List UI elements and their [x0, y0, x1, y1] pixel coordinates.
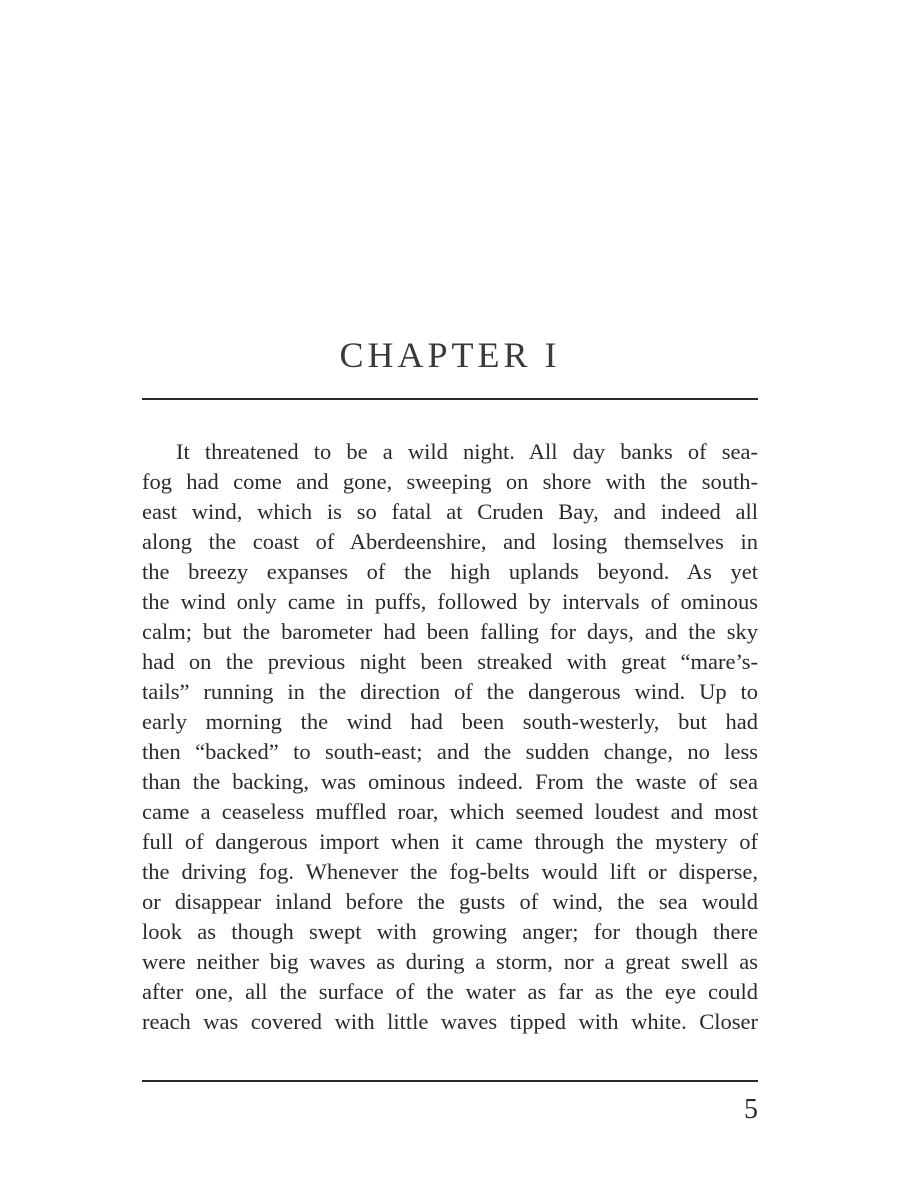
text-line: tails” running in the direction of the dangerous wind. Up to [142, 679, 758, 704]
text-line: the breezy expanses of the high uplands beyond. As yet [142, 559, 758, 584]
text-line: It threatened to be a wild night. All day banks of sea- [176, 439, 758, 464]
text-line: early morning the wind had been south-westerly, but had [142, 709, 758, 734]
text-line: calm; but the barometer had been falling for days, and the sky [142, 619, 758, 644]
text-line: the wind only came in puffs, followed by intervals of ominous [142, 589, 758, 614]
text-line: had on the previous night been streaked with great “mare’s- [142, 649, 758, 674]
text-line: fog had come and gone, sweeping on shore with the south- [142, 469, 758, 494]
text-line: or disappear inland before the gusts of wind, the sea would [142, 889, 758, 914]
page-number: 5 [744, 1094, 758, 1125]
text-line: east wind, which is so fatal at Cruden Bay, and indeed all [142, 499, 758, 524]
text-line: full of dangerous import when it came through the mystery of [142, 829, 758, 854]
chapter-body-text [142, 437, 758, 1037]
text-line: reach was covered with little waves tipped with white. Closer [142, 1009, 758, 1034]
text-line: then “backed” to south-east; and the sudden change, no less [142, 739, 758, 764]
top-divider [142, 398, 758, 400]
text-line: along the coast of Aberdeenshire, and losing themselves in [142, 529, 758, 554]
text-line: than the backing, was ominous indeed. From the waste of sea [142, 769, 758, 794]
text-line: after one, all the surface of the water as far as the eye could [142, 979, 758, 1004]
text-line: look as though swept with growing anger; for though there [142, 919, 758, 944]
chapter-heading: CHAPTER I [339, 335, 561, 375]
text-line: were neither big waves as during a storm, nor a great swell as [142, 949, 758, 974]
text-line: came a ceaseless muffled roar, which seemed loudest and most [142, 799, 758, 824]
text-line: the driving fog. Whenever the fog-belts would lift or disperse, [142, 859, 758, 884]
bottom-divider [142, 1080, 758, 1082]
